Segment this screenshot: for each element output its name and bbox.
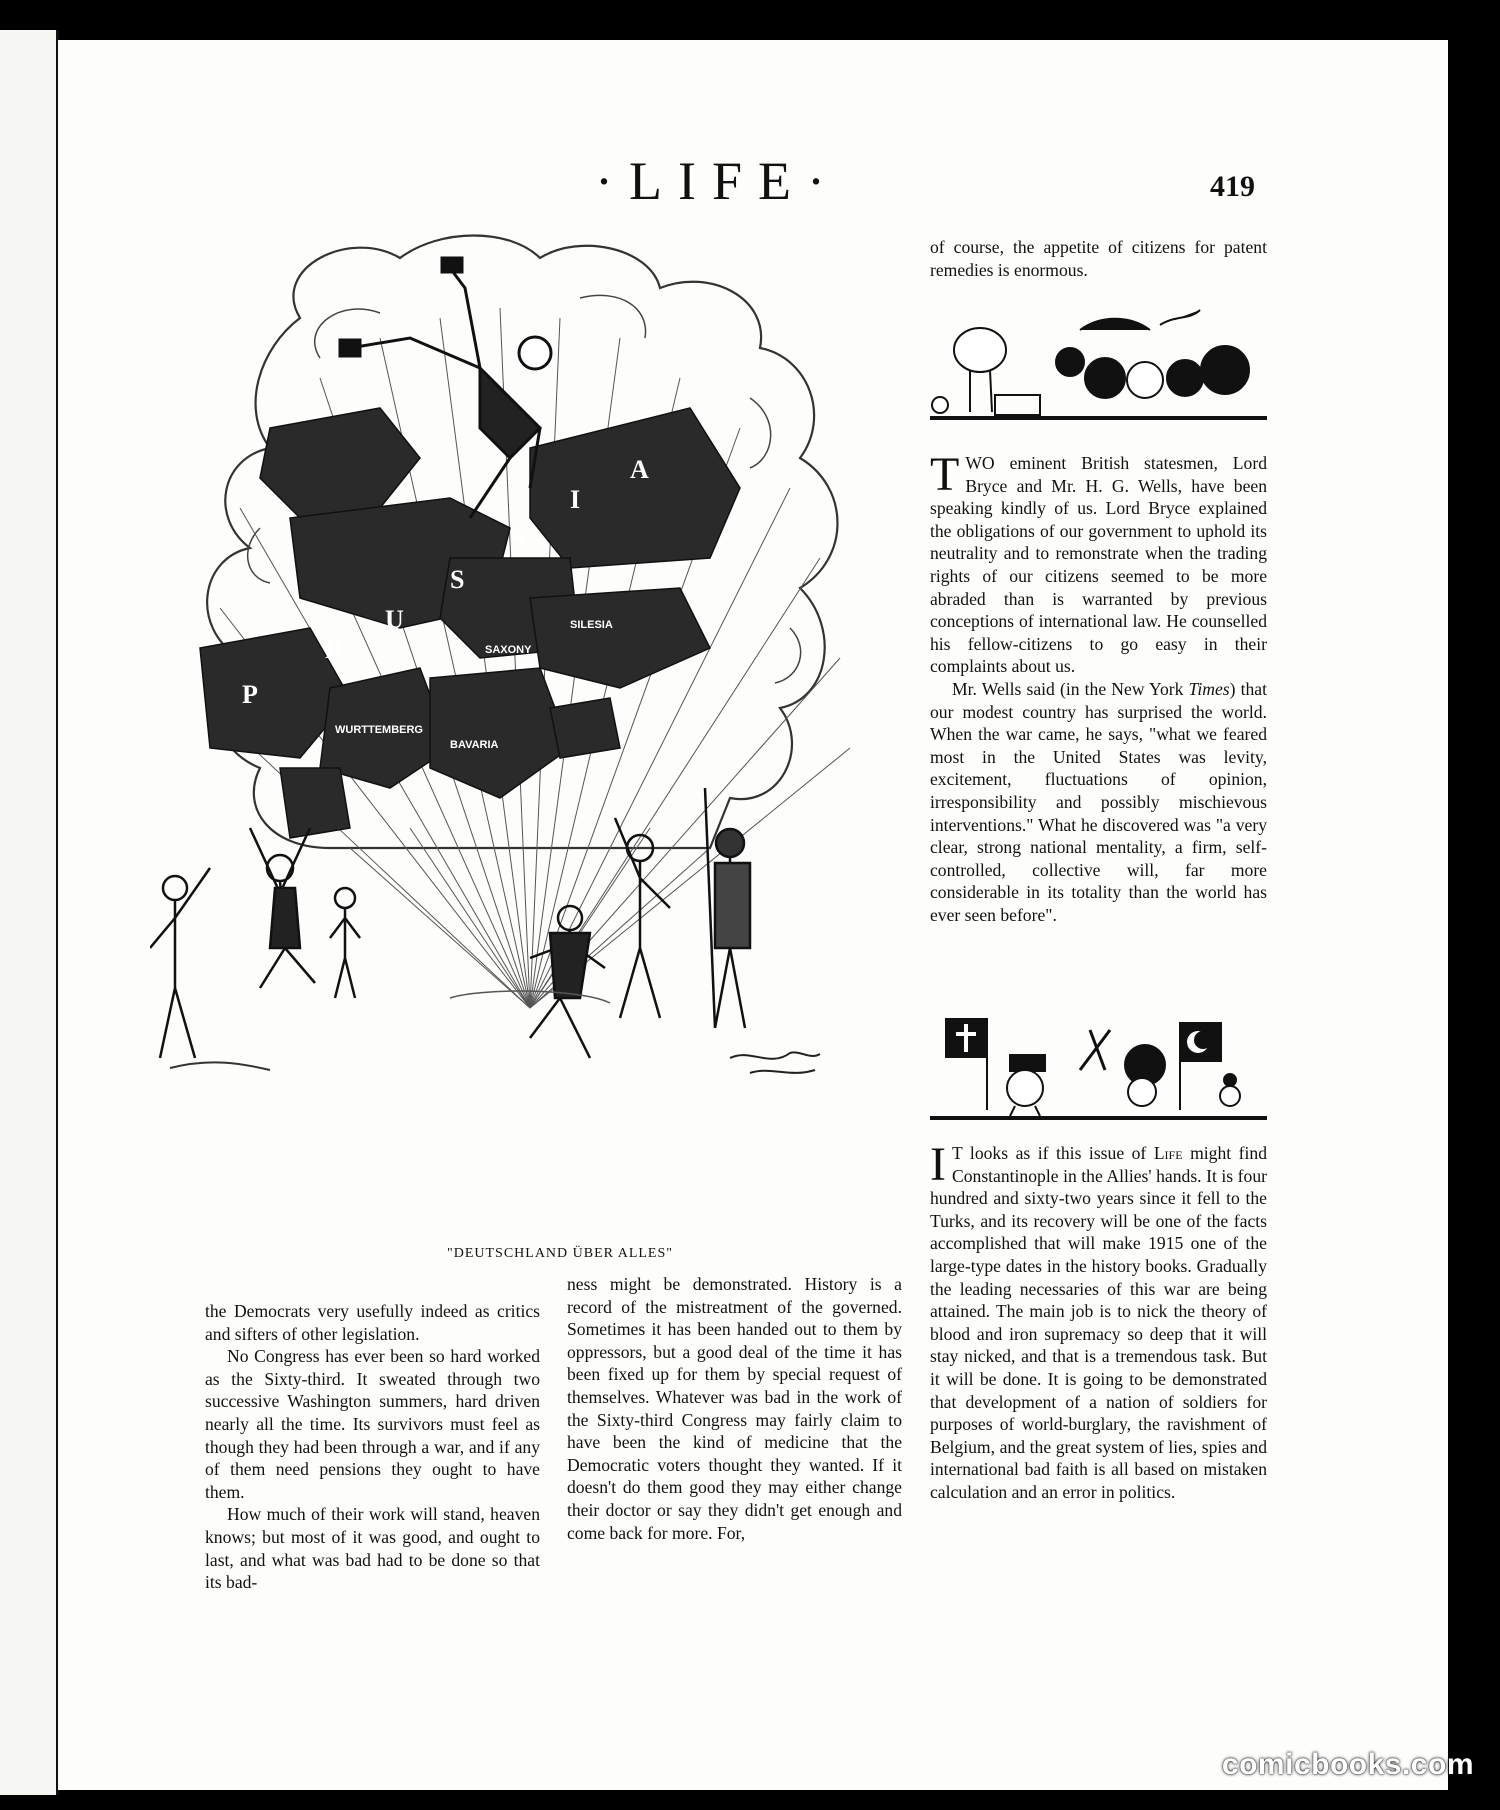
cartoon-caption: "DEUTSCHLAND ÜBER ALLES" — [447, 1246, 673, 1261]
map-label-a: A — [630, 455, 649, 484]
caricature-vignette — [930, 300, 1267, 432]
text-column-2 — [567, 1273, 902, 1544]
map-fragment — [550, 698, 620, 758]
map-fragment — [530, 588, 710, 688]
map-label-silesia: SILESIA — [570, 619, 613, 631]
soldier-with-rifle — [705, 788, 750, 1028]
paragraph: No Congress has ever been so hard worked as the Sixty-third. It sweated through two successive Washington summers, hard driven nearly all the time. Its survivors must feel as though they had been through a war, and if any of them need pensions they ought to have them. — [205, 1346, 540, 1502]
life-magazine-name: Life — [1153, 1143, 1183, 1163]
soldier-jumping — [250, 828, 315, 988]
map-label-s2: S — [510, 525, 525, 554]
watermark: comicbooks.com — [1221, 1748, 1474, 1781]
text-column-3-middle — [930, 448, 1268, 926]
dropcap: T — [930, 448, 960, 501]
paragraph: I T looks as if this issue of Life might find Constantinople in the Allies' hands. It is four hundred and sixty-two years since it fell to the Turks, and its recovery will be one of the facts accomplished that will make 1915 one of the large-type dates in the history books. Gradually the leading necessaries of this war are being attained. The main job is to nick the theory of blood and iron supremacy so deep that it will stay nicked, and that is a tremendous task. But it will be done. It is going to be demonstrated that development of a nation of soldiers for purposes of world-burglary, the ravishment of Belgium, and the great system of lies, spies and international bad faith is all based on mistaken calculation and an error in politics. — [930, 1138, 1267, 1502]
soldier-left — [150, 868, 210, 1058]
map-fragment — [260, 408, 420, 518]
cross-crescent-vignette — [930, 1010, 1267, 1128]
text-column-3-top — [930, 236, 1267, 281]
map-label-saxony: SAXONY — [485, 644, 532, 656]
map-fragment — [280, 768, 350, 838]
previous-page-edge — [0, 30, 59, 1795]
text-column-1 — [205, 1300, 540, 1594]
map-label-r: R — [325, 635, 344, 664]
masthead-title: ·LIFE· — [595, 151, 841, 211]
map-label-p: P — [242, 680, 258, 709]
paragraph: ness might be demonstrated. History is a record of the mistreatment of the governed. Sometimes it has been handed out to them by oppressors, but a good deal of the time it has been fixed up for them by special request of themselves. Whatever was bad in the work of the Sixty-third Congress may fairly claim to have been the kind of medicine that the Democratic voters thought they wanted. If it doesn't do them good they may either change their doctor or say they didn't get enough and come back for more. For, — [567, 1274, 902, 1543]
soldier-dancing — [530, 906, 605, 1058]
paragraph: Mr. Wells said (in the New York Times) that our modest country has surprised the world. When the war came, he says, "what we feared most in the United States was levity, excitement, fluctuations of opinion, irresponsibility and possibly mischievous interventions." What he discovered was "a very clear, strong national mentality, a firm, self-controlled, collective will, far more considerable in its totality than the world has ever seen before". — [930, 678, 1268, 925]
map-fragment — [530, 408, 740, 568]
artist-signature — [730, 1052, 820, 1073]
map-fragment — [430, 668, 570, 798]
soldier-small — [330, 888, 360, 998]
page-number: 419 — [1210, 170, 1255, 203]
paragraph: How much of their work will stand, heaven knows; but most of it was good, and ought to last, and what was bad had to be done so that its bad- — [205, 1504, 540, 1593]
paragraph: of course, the appetite of citizens for patent remedies is enormous. — [930, 237, 1267, 280]
map-label-u: U — [385, 605, 404, 634]
map-label-i: I — [570, 485, 581, 514]
map-label-bavaria: BAVARIA — [450, 739, 499, 751]
text-column-3-bottom — [930, 1138, 1267, 1504]
explosion-cartoon — [150, 228, 910, 1228]
paragraph: TWO eminent British statesmen, Lord Bryce and Mr. H. G. Wells, have been speaking kindly of us. Lord Bryce explained the obligations of our government to uphold its neutrality and to remonstrate when the trading rights of our citizens seemed to be more abraded than is warranted by previous conceptions of international law. He counselled his fellow-citizens to go easy in their complaints about us. — [930, 448, 1267, 677]
paragraph: the Democrats very usefully indeed as critics and sifters of other legislation. — [205, 1301, 540, 1344]
crescent-flag-icon — [1180, 1022, 1222, 1110]
cross-flag-icon — [945, 1018, 987, 1110]
dropcap: I — [930, 1138, 946, 1191]
map-label-s1: S — [450, 565, 465, 594]
map-label-wurttemberg: WURTTEMBERG — [335, 724, 423, 736]
